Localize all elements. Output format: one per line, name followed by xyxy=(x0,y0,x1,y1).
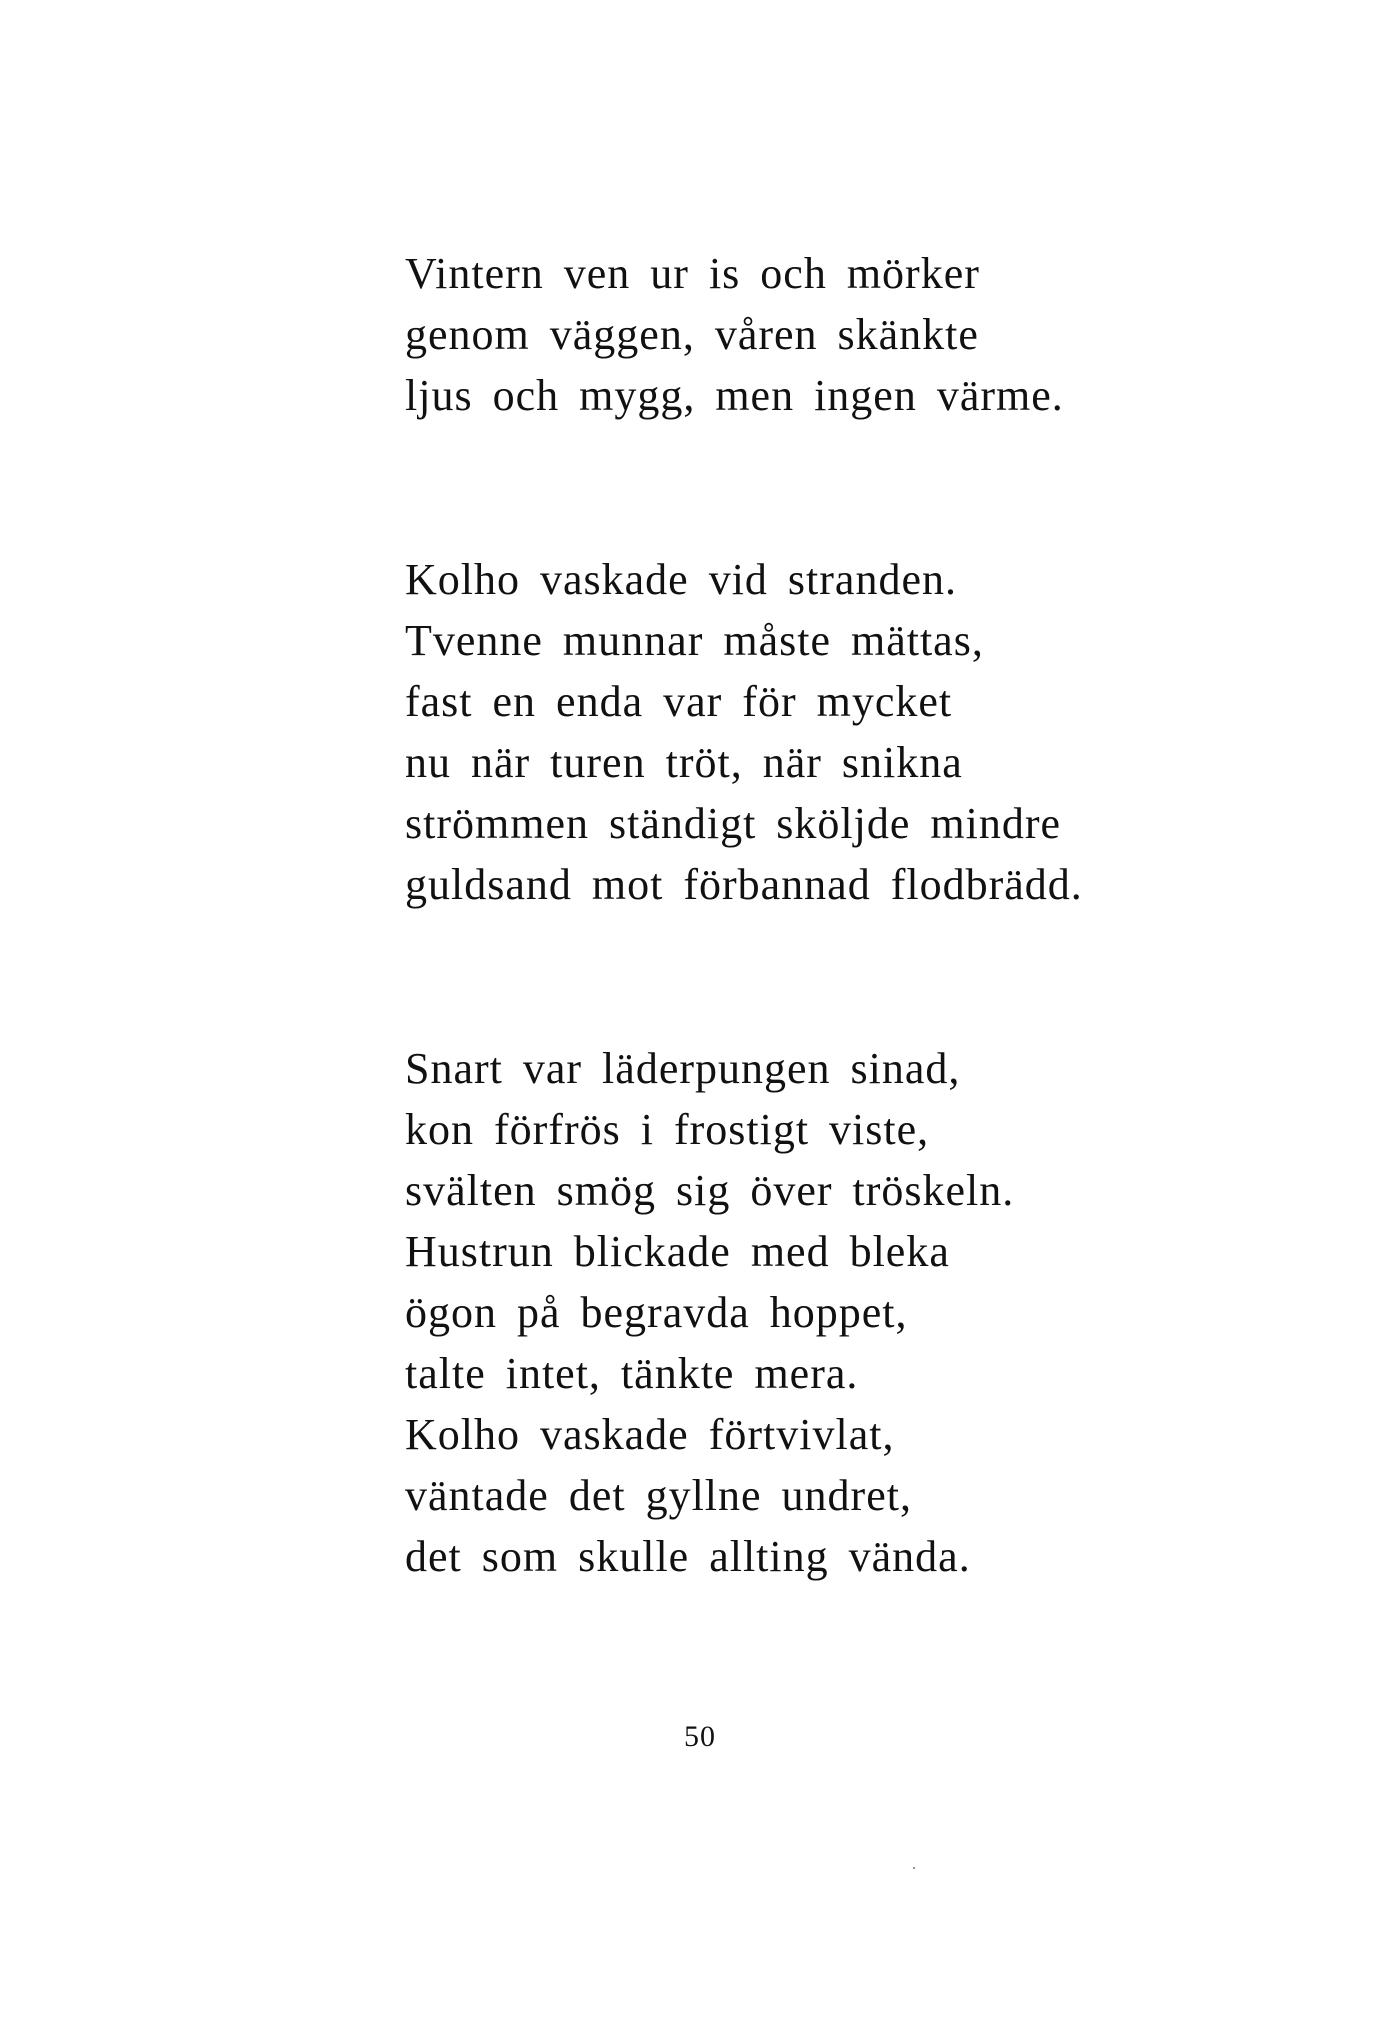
poem-line: guldsand mot förbannad flodbrädd. xyxy=(405,860,1083,909)
poem-line: ljus och mygg, men ingen värme. xyxy=(405,371,1064,420)
poem-line: ögon på begravda hoppet, xyxy=(405,1288,908,1337)
poem-line: Tvenne munnar måste mättas, xyxy=(405,616,984,665)
scan-speck xyxy=(913,1867,915,1869)
poem-line: Vintern ven ur is och mörker xyxy=(405,249,980,298)
poem-line: talte intet, tänkte mera. xyxy=(405,1349,859,1398)
poem-line: genom väggen, våren skänkte xyxy=(405,310,979,359)
poem-line: det som skulle allting vända. xyxy=(405,1532,971,1581)
poem-line: kon förfrös i frostigt viste, xyxy=(405,1105,930,1154)
poem-line: väntade det gyllne undret, xyxy=(405,1471,912,1520)
page-number: 50 xyxy=(684,1720,716,1753)
poem-line: Snart var läderpungen sinad, xyxy=(405,1044,961,1093)
poem-line: Kolho vaskade förtvivlat, xyxy=(405,1410,895,1459)
stanza-3 xyxy=(405,1038,1305,1587)
poem-line: svälten smög sig över tröskeln. xyxy=(405,1166,1015,1215)
poem-line: Kolho vaskade vid stranden. xyxy=(405,555,957,604)
poem-line: fast en enda var för mycket xyxy=(405,677,953,726)
stanza-1 xyxy=(405,243,1305,426)
poem-line: strömmen ständigt sköljde mindre xyxy=(405,799,1062,848)
stanza-2 xyxy=(405,549,1305,915)
poem-line: nu när turen tröt, när snikna xyxy=(405,738,963,787)
poem-line: Hustrun blickade med bleka xyxy=(405,1227,950,1276)
poem xyxy=(405,243,1305,1587)
